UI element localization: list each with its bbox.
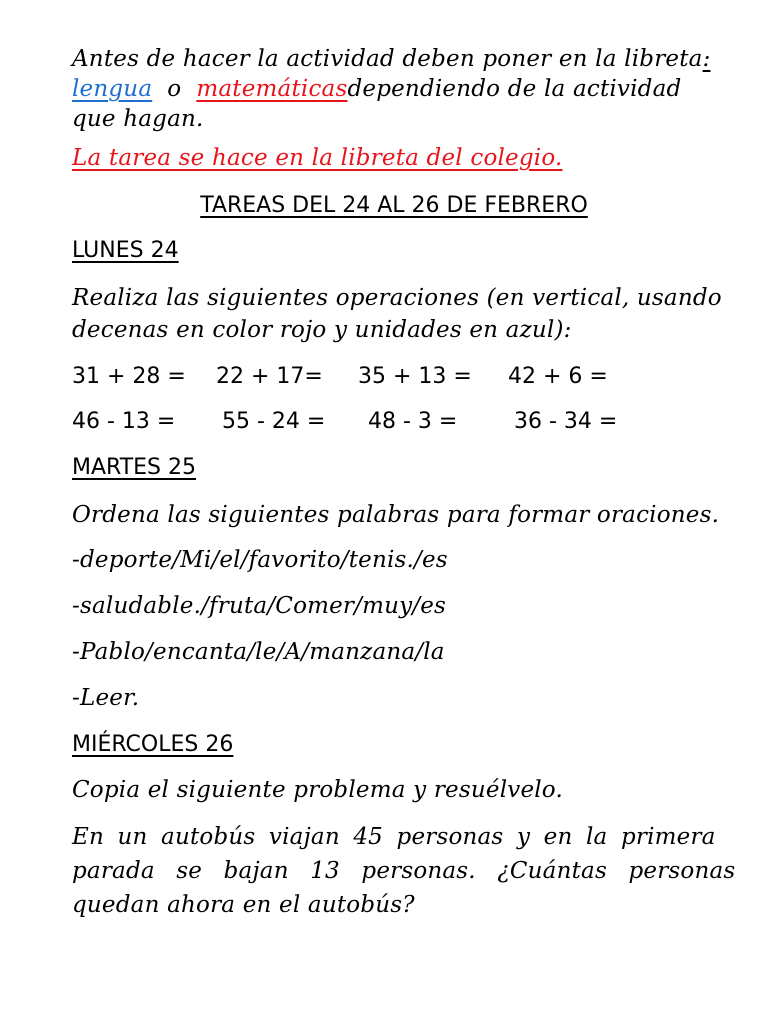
intro-end: que hagan.	[72, 106, 204, 132]
operation: 46 - 13 =	[72, 409, 176, 434]
operation: 48 - 3 =	[368, 409, 458, 434]
operation: 42 + 6 =	[508, 364, 608, 389]
problem-line-3: quedan ahora en el autobús?	[72, 892, 415, 918]
tuesday-heading: MARTES 25	[72, 455, 197, 480]
intro-rest: dependiendo de la actividad	[347, 76, 682, 102]
list-item: -Pablo/encanta/le/A/manzana/la	[72, 639, 445, 665]
operation: 22 + 17=	[216, 364, 323, 389]
operation: 55 - 24 =	[222, 409, 326, 434]
intro-line-2	[72, 74, 716, 105]
intro-line-1	[72, 44, 716, 75]
operation: 36 - 34 =	[514, 409, 618, 434]
list-item: -Leer.	[72, 685, 140, 711]
list-item: -deporte/Mi/el/favorito/tenis./es	[72, 547, 448, 573]
monday-heading: LUNES 24	[72, 238, 179, 263]
intro-text: Antes de hacer la actividad deben poner en la libreta	[72, 46, 703, 72]
notice-text: La tarea se hace en la libreta del colegio.	[72, 145, 563, 171]
monday-instruction-1: Realiza las siguientes operaciones (en vertical, usando	[72, 285, 722, 311]
list-item: -saludable./fruta/Comer/muy/es	[72, 593, 447, 619]
subject-lengua: lengua	[72, 76, 153, 102]
operation: 35 + 13 =	[358, 364, 472, 389]
subject-matematicas: matemáticas	[196, 76, 348, 102]
tuesday-instruction: Ordena las siguientes palabras para formar oraciones.	[72, 502, 720, 528]
operation: 31 + 28 =	[72, 364, 186, 389]
wednesday-instruction: Copia el siguiente problema y resuélvelo.	[72, 777, 563, 803]
problem-line-1: En un autobús viajan 45 personas y en la primera	[72, 824, 716, 850]
wednesday-heading: MIÉRCOLES 26	[72, 732, 234, 757]
intro-or: o	[167, 76, 182, 102]
intro-colon: :	[702, 46, 711, 72]
intro-line-3	[72, 104, 716, 135]
page-title: TAREAS DEL 24 AL 26 DE FEBRERO	[200, 193, 588, 218]
monday-instruction-2: decenas en color rojo y unidades en azul):	[72, 317, 572, 343]
problem-line-2: parada se bajan 13 personas. ¿Cuántas personas	[72, 858, 736, 884]
